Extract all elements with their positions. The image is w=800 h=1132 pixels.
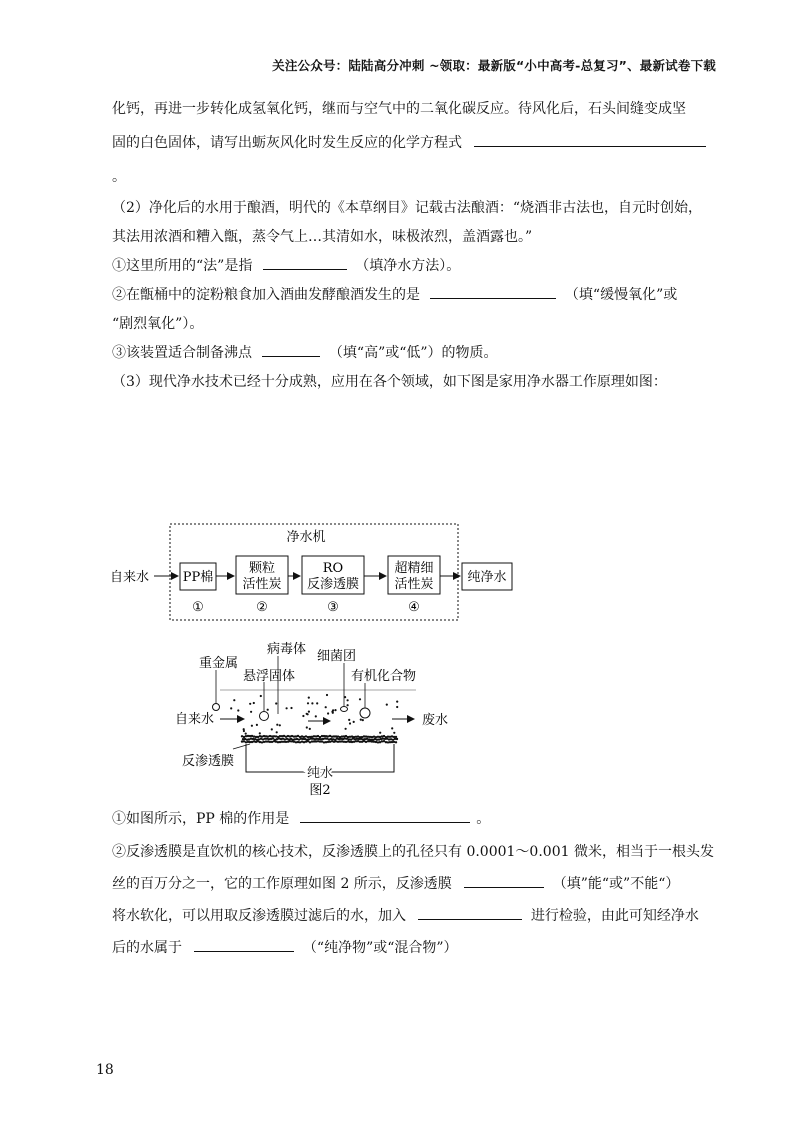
label-organic: 有机化合物 [351,669,417,684]
text-line: （3）现代净水技术已经十分成熟，应用在各个领域，如下图是家用净水器工作原理如图： [112,374,667,390]
question-text: 固的白色固体，请写出蛎灰风化时发生反应的化学方程式 [112,135,462,151]
contaminant-dot [360,719,362,721]
purifier-flow-diagram [110,518,530,624]
contaminant-dot [362,719,364,721]
membrane-dot [328,738,330,740]
membrane-dot [296,738,298,740]
membrane-dot [331,740,333,742]
contaminant-dot [302,715,304,717]
input-label: 自来水 [110,570,150,585]
figure-caption: 图2 [309,783,331,798]
text-line: 。 [112,169,126,185]
answer-blank[interactable] [262,342,320,357]
contaminant-dot [396,701,398,703]
membrane-dot [284,738,286,740]
text-line [112,873,679,893]
contaminant-dot [309,728,311,730]
question-text: （填”能“或”不能“） [552,876,680,892]
purifier-title: 净水机 [286,530,326,545]
label-tap-water: 自来水 [175,712,215,727]
label-heavy-metal: 重金属 [199,656,239,671]
question-text: （填“缓慢氧化”或 [564,287,678,303]
membrane-dot [295,735,297,737]
stage-number: ③ [327,600,339,615]
membrane-dot [291,735,293,737]
contaminant-dot [250,711,252,713]
membrane-dot [273,740,275,742]
answer-blank[interactable] [263,255,347,270]
label-bacteria: 细菌团 [317,649,357,664]
label-membrane: 反渗透膜 [182,754,235,769]
membrane-dot [287,735,289,737]
contaminant-dot [396,706,398,708]
contaminant-dot [344,696,346,698]
answer-blank[interactable] [300,808,470,823]
bacteria-particle [341,707,348,712]
stage-number: ④ [408,600,420,615]
stage-fine-carbon-label: 超精细 [394,561,434,576]
membrane-dot [289,735,291,737]
membrane-dot [378,738,380,740]
membrane-dot [287,741,289,743]
membrane-dot [251,741,253,743]
page-header: 关注公众号：陆陆高分冲刺 ~领取：最新版“小中高考-总复习”、最新试卷下载 [272,58,716,73]
question-text: ②在甑桶中的淀粉粮食加入酒曲发酵酿酒发生的是 [112,287,420,303]
stage-fine-carbon-label: 活性炭 [394,577,434,592]
answer-blank[interactable] [474,132,706,147]
contaminant-dot [306,726,308,728]
membrane-dot [322,738,324,740]
contaminant-dot [311,702,313,704]
stage-ro-label: 反渗透膜 [306,577,360,592]
question-text: ①这里所用的“法”是指 [112,258,253,274]
text-line [112,342,498,362]
output-label: 纯净水 [467,570,507,585]
membrane-dot [259,735,261,737]
membrane-dot [329,741,331,743]
membrane-dot [343,735,345,737]
contaminant-dot [249,703,251,705]
contaminant-dot [327,712,329,714]
membrane-dot [333,741,335,743]
text-line [112,808,490,828]
contaminant-dot [276,724,278,726]
organic-particle [360,708,370,718]
text-line: 其法用浓酒和糟入甑，蒸令气上…其清如水，味极浓烈，盖酒露也。” [112,229,533,245]
membrane-dot [312,738,314,740]
stage-carbon-label: 活性炭 [242,577,282,592]
membrane-dot [245,741,247,743]
question-text: ①如图所示，PP 棉的作用是 [112,811,290,827]
text-line [112,937,458,957]
membrane-dot [275,735,277,737]
contaminant-dot [306,713,308,715]
contaminant-dot [359,698,361,700]
answer-blank[interactable] [194,937,294,952]
contaminant-dot [316,702,318,704]
stage-number: ② [256,600,268,615]
contaminant-dot [251,725,253,727]
text-line: 化钙，再进一步转化成氢氧化钙，继而与空气中的二氧化碳反应。待风化后，石头间缝变成坚 [112,101,686,117]
stage-ro-label: RO [322,561,344,576]
contaminant-dot [243,730,245,732]
membrane-dot [261,741,263,743]
membrane-dot [393,741,395,743]
membrane-dot [335,740,337,742]
membrane-dot [366,738,368,740]
membrane-dot [347,740,349,742]
membrane-dot [301,735,303,737]
contaminant-dot [393,732,395,734]
membrane-dot [336,738,338,740]
contaminant-dot [256,724,258,726]
membrane-dot [305,741,307,743]
text-line [112,132,706,152]
contaminant-dot [230,707,232,709]
membrane-dot [379,736,381,738]
membrane-dot [275,741,277,743]
membrane-dot [395,741,397,743]
membrane-dot [272,737,274,739]
question-text: 。 [476,811,491,827]
contaminant-dot [391,727,393,729]
contaminant-dot [379,732,381,734]
text-line: “剧烈氧化”）。 [112,316,204,332]
contaminant-dot [271,728,273,730]
label-suspended: 悬浮固体 [243,669,296,684]
answer-blank[interactable] [430,284,556,299]
contaminant-dot [276,731,278,733]
text-line [112,255,460,275]
stage-pp-label: PP棉 [182,570,214,585]
contaminant-dot [260,695,262,697]
question-text: 丝的百万分之一，它的工作原理如图 2 所示，反渗透膜 [112,876,452,892]
membrane-dot [353,741,355,743]
contaminant-dot [345,728,347,730]
contaminant-dot [315,715,317,717]
question-text: 后的水属于 [112,940,182,956]
question-text: （填净水方法）。 [355,258,461,274]
contaminant-dot [308,711,310,713]
answer-blank[interactable] [464,873,544,888]
question-text: 进行检验，由此可知经净水 [530,908,699,924]
page-number: 18 [96,1062,114,1078]
question-text: （“纯净物”或“混合物”） [302,940,458,956]
contaminant-dot [233,699,235,701]
question-text: 将水软化，可以用取反渗透膜过滤后的水，加入 [112,908,406,924]
label-waste-water: 废水 [422,713,449,728]
membrane-dot [255,741,257,743]
membrane-dot [345,741,347,743]
membrane-dot [278,737,280,739]
contaminant-dot [307,702,309,704]
text-line [112,905,699,925]
membrane-dot [390,738,392,740]
contaminant-dot [237,709,239,711]
membrane-dot [303,741,305,743]
contaminant-dots [230,694,398,735]
membrane-dot [396,738,398,740]
membrane-dot [375,741,377,743]
membrane-dot [267,735,269,737]
membrane-layer [241,735,398,744]
contaminant-dot [347,699,349,701]
answer-blank[interactable] [418,905,522,920]
contaminant-dot [286,707,288,709]
label-virus: 病毒体 [267,642,307,657]
contaminant-dot [347,704,349,706]
membrane-dot [253,735,255,737]
membrane-dot [261,735,263,737]
contaminant-dot [308,697,310,699]
contaminant-dot [386,704,388,706]
contaminant-dot [334,709,336,711]
reverse-osmosis-diagram [170,636,470,800]
contaminant-dot [325,706,327,708]
text-line [112,284,677,304]
contaminant-dot [353,721,355,723]
membrane-dot [253,740,255,742]
membrane-dot [337,735,339,737]
contaminant-dot [259,732,261,734]
text-line: ②反渗透膜是直饮机的核心技术，反渗透膜上的孔径只有 0.0001～0.001 微米，相当于一根头发 [112,844,714,860]
contaminant-dot [275,702,277,704]
suspended-particle [260,712,269,721]
contaminant-dot [245,733,247,735]
contaminant-dot [253,702,255,704]
membrane-dot [327,735,329,737]
membrane-dot [266,738,268,740]
label-pure-water: 纯水 [306,766,334,781]
membrane-dot [303,736,305,738]
leader-line [233,744,250,749]
membrane-dot [301,741,303,743]
membrane-dot [270,738,272,740]
contaminant-dot [279,724,281,726]
contaminant-dot [349,722,351,724]
membrane-dot [371,736,373,738]
membrane-dot [381,735,383,737]
contaminant-dot [290,707,292,709]
contaminant-dot [267,709,269,711]
membrane-dot [342,738,344,740]
question-text: （填“高”或“低”）的物质。 [328,345,498,361]
stage-carbon-label: 颗粒 [248,561,276,576]
question-text: ③该装置适合制备沸点 [112,345,252,361]
text-line: （2）净化后的水用于酿酒，明代的《本草纲目》记载古法酿酒：“烧酒非古法也，自元时创始， [112,200,703,216]
contaminant-dot [348,719,350,721]
membrane-dot [391,735,393,737]
stage-number: ① [192,600,204,615]
membrane-dot [380,738,382,740]
membrane-dot [373,736,375,738]
contaminant-dot [326,694,328,696]
heavy-metal-particle [213,704,220,711]
contaminant-dot [332,712,334,714]
